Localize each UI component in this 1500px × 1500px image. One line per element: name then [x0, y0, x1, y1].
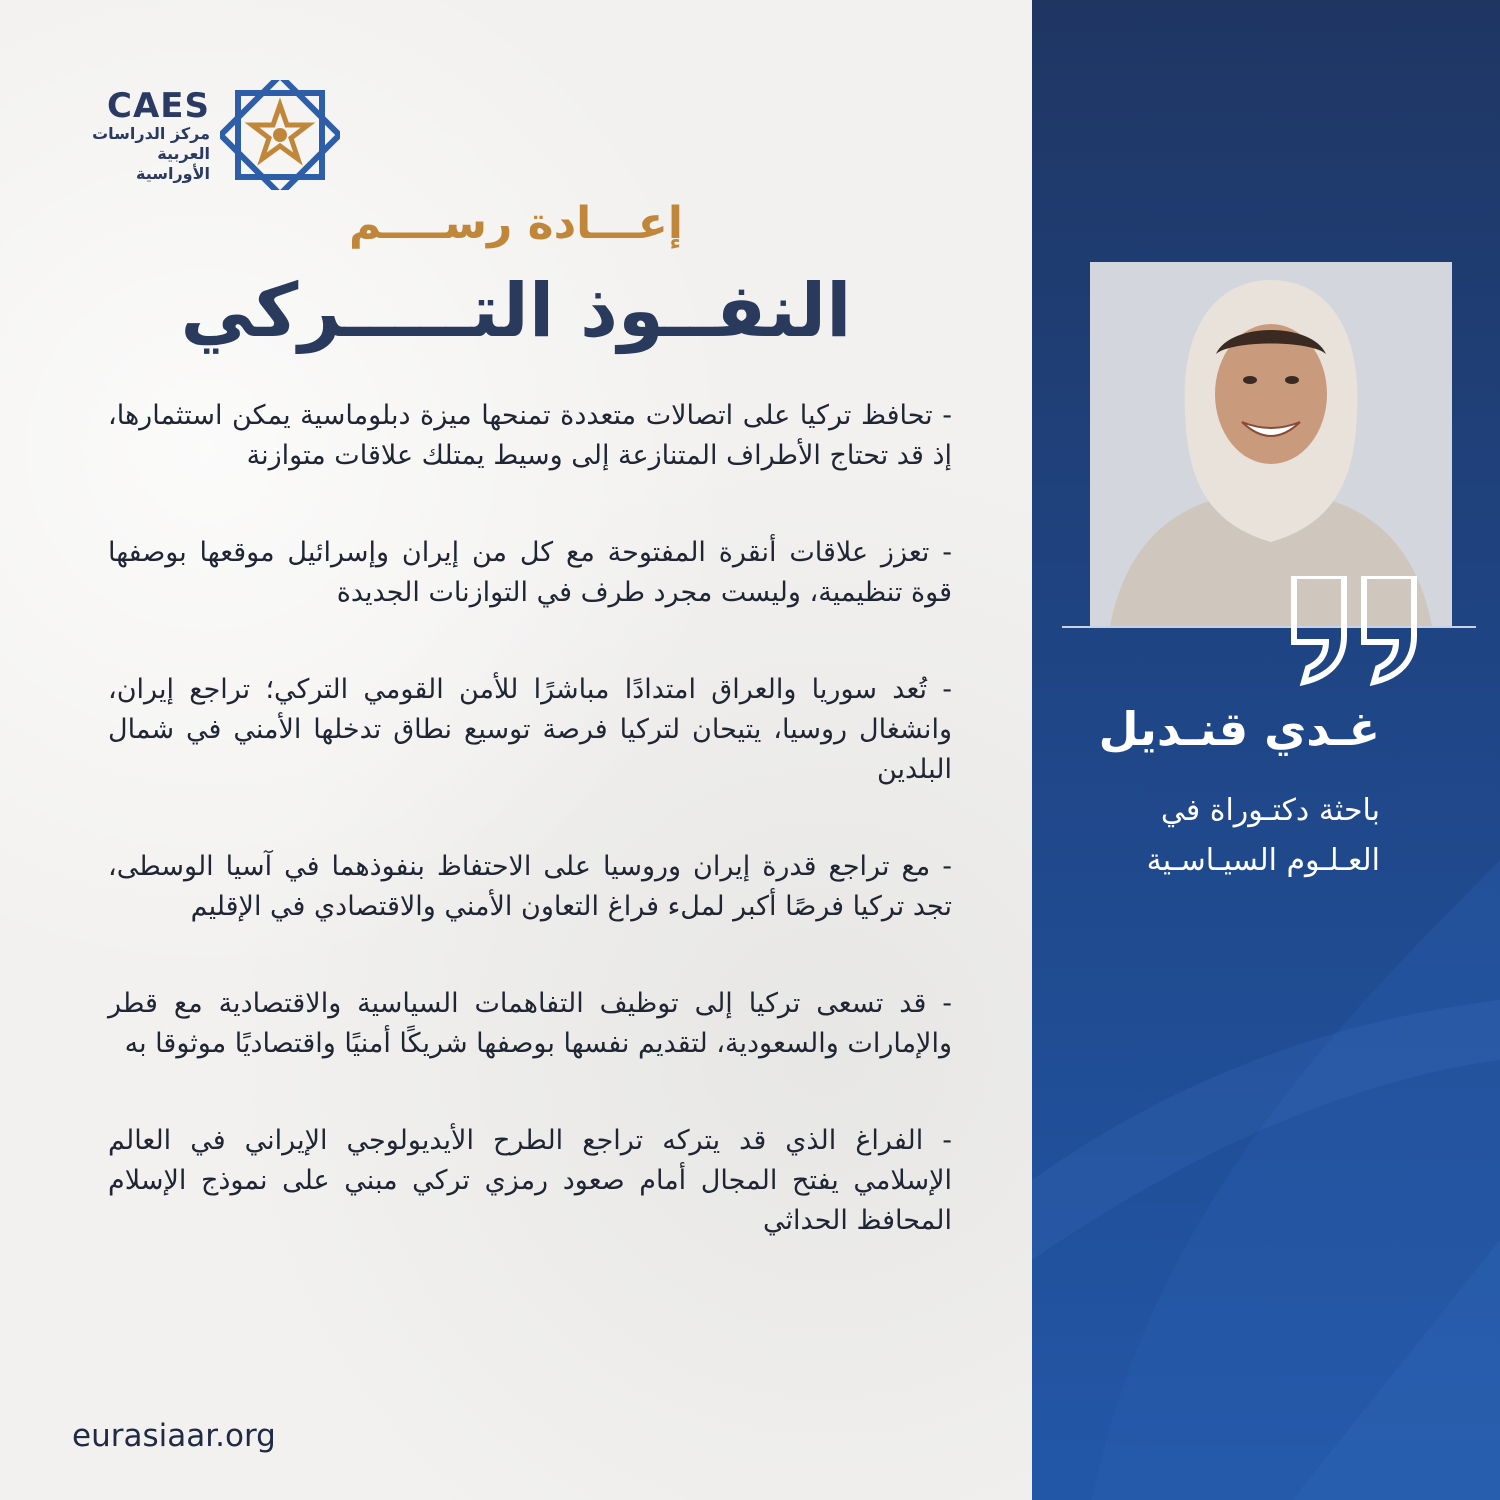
- quote-mark-icon: [1284, 576, 1424, 686]
- logo-name-line1: مركز الدراسات: [92, 124, 210, 143]
- logo-text: [80, 88, 210, 184]
- portrait-icon: [1090, 262, 1452, 626]
- list-item: - قد تسعى تركيا إلى توظيف التفاهمات السياسية والاقتصادية مع قطر والإمارات والسعودية، لتقديم نفسها بوصفها شريكًا أمنيًا واقتصاديًا موثوقا به: [108, 988, 952, 1059]
- author-role-line1: باحثة دكتـوراة في: [1160, 793, 1380, 828]
- author-role: [1050, 786, 1380, 886]
- bullet-list: [108, 396, 952, 1298]
- author-name: غـدي قنـديل: [1098, 702, 1380, 756]
- website-link[interactable]: eurasiaar.org: [72, 1418, 276, 1454]
- logo-name-line2: العربية الأوراسية: [135, 144, 210, 183]
- author-role-line2: العـلـوم السيـاسـية: [1146, 843, 1380, 878]
- author-photo: [1090, 262, 1452, 626]
- logo-abbr: CAES: [107, 86, 210, 126]
- list-item: - تحافظ تركيا على اتصالات متعددة تمنحها ميزة دبلوماسية يمكن استثمارها، إذ قد تحتاج الأطراف المتنازعة إلى وسيط يمتلك علاقات متوازنة: [108, 400, 952, 471]
- star-emblem-icon: [220, 80, 340, 190]
- list-item: - مع تراجع قدرة إيران وروسيا على الاحتفاظ بنفوذهما في آسيا الوسطى، تجد تركيا فرصًا أكبر لملء فراغ التعاون الأمني والاقتصادي في الإقليم: [108, 851, 952, 922]
- list-item: - الفراغ الذي قد يتركه تراجع الطرح الأيديولوجي الإيراني في العالم الإسلامي يفتح المجال أمام صعود رمزي تركي مبني على نموذج الإسلام المحافظ الحداثي: [108, 1125, 952, 1236]
- caes-logo: [80, 80, 350, 190]
- title-top: إعـــادة رســــم: [349, 198, 683, 249]
- list-item: - تُعد سوريا والعراق امتدادًا مباشرًا للأمن القومي التركي؛ تراجع إيران، وانشغال روسيا، يتيحان لتركيا فرصة توسيع نطاق تدخلها الأمني في شمال البلدين: [108, 674, 952, 785]
- page-title: النفــوذ التـــــركي: [180, 268, 852, 354]
- list-item: - تعزز علاقات أنقرة المفتوحة مع كل من إيران وإسرائيل موقعها بوصفها قوة تنظيمية، وليست مجرد طرف في التوازنات الجديدة: [108, 537, 952, 608]
